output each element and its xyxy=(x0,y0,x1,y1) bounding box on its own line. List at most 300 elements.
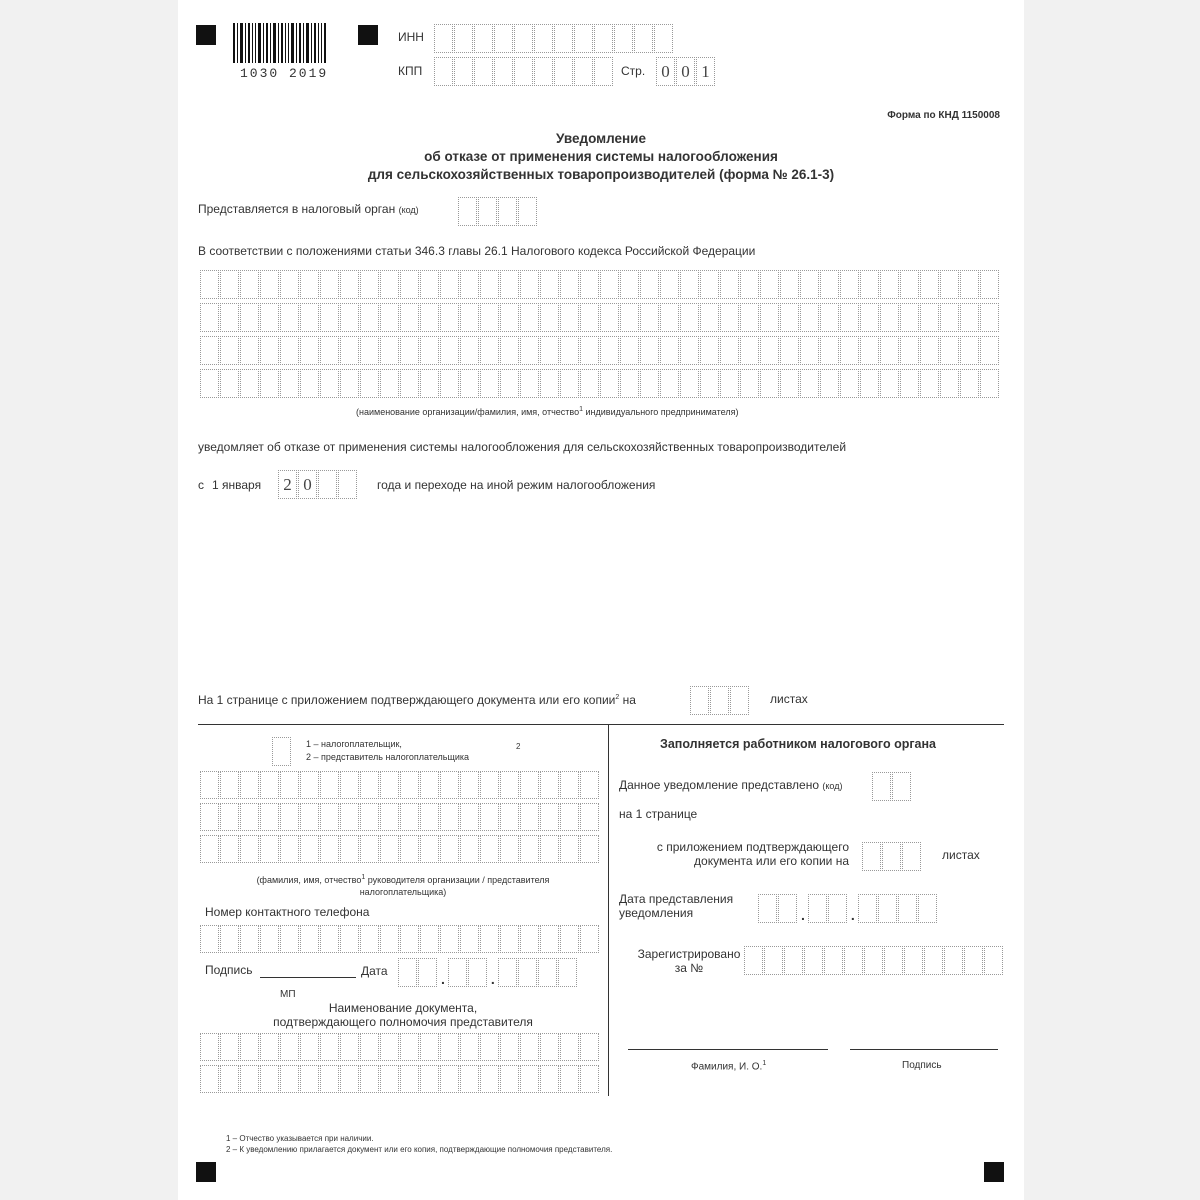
grid-cell[interactable] xyxy=(780,303,799,332)
grid-cell[interactable] xyxy=(880,336,899,365)
grid-cell[interactable] xyxy=(280,270,299,299)
grid-cell[interactable] xyxy=(840,303,859,332)
grid-cell[interactable] xyxy=(240,1033,259,1061)
grid-cell[interactable] xyxy=(460,925,479,953)
grid-cell[interactable] xyxy=(600,270,619,299)
grid-cell[interactable] xyxy=(460,1065,479,1093)
submission-date-cells[interactable]: . . xyxy=(758,894,938,923)
grid-cell[interactable] xyxy=(880,369,899,398)
grid-cell[interactable] xyxy=(980,336,999,365)
grid-cell[interactable] xyxy=(260,303,279,332)
grid-cell[interactable] xyxy=(620,369,639,398)
grid-cell[interactable] xyxy=(240,803,259,831)
grid-cell[interactable] xyxy=(300,925,319,953)
grid-cell[interactable] xyxy=(260,771,279,799)
grid-cell[interactable] xyxy=(360,1033,379,1061)
grid-cell[interactable] xyxy=(800,369,819,398)
grid-cell[interactable] xyxy=(400,369,419,398)
grid-cell[interactable] xyxy=(840,336,859,365)
grid-cell[interactable] xyxy=(240,336,259,365)
grid-cell[interactable] xyxy=(660,303,679,332)
grid-cell[interactable] xyxy=(520,803,539,831)
grid-cell[interactable] xyxy=(220,1065,239,1093)
grid-cell[interactable] xyxy=(360,771,379,799)
grid-cell[interactable] xyxy=(480,1033,499,1061)
grid-cell[interactable] xyxy=(960,336,979,365)
grid-cell[interactable] xyxy=(740,336,759,365)
grid-cell[interactable] xyxy=(600,303,619,332)
grid-cell[interactable] xyxy=(500,835,519,863)
grid-cell[interactable] xyxy=(400,303,419,332)
grid-cell[interactable] xyxy=(760,270,779,299)
grid-cell[interactable] xyxy=(760,336,779,365)
grid-cell[interactable] xyxy=(220,835,239,863)
grid-cell[interactable] xyxy=(700,369,719,398)
grid-cell[interactable] xyxy=(700,303,719,332)
grid-cell[interactable] xyxy=(460,835,479,863)
grid-cell[interactable] xyxy=(500,336,519,365)
grid-cell[interactable] xyxy=(340,803,359,831)
grid-cell[interactable] xyxy=(660,369,679,398)
grid-cell[interactable] xyxy=(300,1033,319,1061)
grid-cell[interactable] xyxy=(700,336,719,365)
grid-cell[interactable] xyxy=(500,270,519,299)
signature-date-cells[interactable]: . . xyxy=(398,958,578,987)
grid-cell[interactable] xyxy=(200,771,219,799)
grid-cell[interactable] xyxy=(300,835,319,863)
grid-cell[interactable] xyxy=(820,303,839,332)
grid-cell[interactable] xyxy=(320,803,339,831)
grid-cell[interactable] xyxy=(580,925,599,953)
grid-cell[interactable] xyxy=(580,1033,599,1061)
grid-cell[interactable] xyxy=(340,270,359,299)
grid-cell[interactable] xyxy=(480,835,499,863)
grid-cell[interactable] xyxy=(540,771,559,799)
staff-signature-line[interactable] xyxy=(850,1049,998,1050)
grid-cell[interactable] xyxy=(920,369,939,398)
grid-cell[interactable] xyxy=(260,835,279,863)
grid-cell[interactable] xyxy=(320,925,339,953)
grid-cell[interactable] xyxy=(500,303,519,332)
grid-cell[interactable] xyxy=(480,303,499,332)
grid-cell[interactable] xyxy=(480,369,499,398)
grid-cell[interactable] xyxy=(720,270,739,299)
grid-cell[interactable] xyxy=(540,270,559,299)
grid-cell[interactable] xyxy=(240,303,259,332)
sheets-count-cells[interactable] xyxy=(690,686,750,715)
grid-cell[interactable] xyxy=(500,1065,519,1093)
grid-cell[interactable] xyxy=(560,369,579,398)
grid-cell[interactable] xyxy=(980,369,999,398)
grid-cell[interactable] xyxy=(320,336,339,365)
grid-cell[interactable] xyxy=(420,369,439,398)
grid-cell[interactable] xyxy=(340,835,359,863)
grid-cell[interactable] xyxy=(640,303,659,332)
grid-cell[interactable] xyxy=(400,803,419,831)
grid-cell[interactable] xyxy=(300,336,319,365)
grid-cell[interactable] xyxy=(340,925,359,953)
grid-cell[interactable] xyxy=(580,803,599,831)
grid-cell[interactable] xyxy=(380,1065,399,1093)
grid-cell[interactable] xyxy=(380,803,399,831)
grid-cell[interactable] xyxy=(300,1065,319,1093)
grid-cell[interactable] xyxy=(620,336,639,365)
grid-cell[interactable] xyxy=(360,1065,379,1093)
grid-cell[interactable] xyxy=(440,803,459,831)
grid-cell[interactable] xyxy=(260,1065,279,1093)
grid-cell[interactable] xyxy=(200,369,219,398)
grid-cell[interactable] xyxy=(580,270,599,299)
grid-cell[interactable] xyxy=(280,1065,299,1093)
grid-cell[interactable] xyxy=(520,1065,539,1093)
authority-doc-grid[interactable] xyxy=(200,1033,600,1097)
grid-cell[interactable] xyxy=(300,803,319,831)
grid-cell[interactable] xyxy=(280,336,299,365)
grid-cell[interactable] xyxy=(460,270,479,299)
grid-cell[interactable] xyxy=(280,369,299,398)
grid-cell[interactable] xyxy=(500,1033,519,1061)
grid-cell[interactable] xyxy=(780,270,799,299)
grid-cell[interactable] xyxy=(240,1065,259,1093)
grid-cell[interactable] xyxy=(880,270,899,299)
grid-cell[interactable] xyxy=(920,303,939,332)
grid-cell[interactable] xyxy=(540,925,559,953)
grid-cell[interactable] xyxy=(780,336,799,365)
grid-cell[interactable] xyxy=(440,303,459,332)
grid-cell[interactable] xyxy=(580,1065,599,1093)
grid-cell[interactable] xyxy=(720,336,739,365)
grid-cell[interactable] xyxy=(380,303,399,332)
grid-cell[interactable] xyxy=(680,270,699,299)
grid-cell[interactable] xyxy=(420,925,439,953)
grid-cell[interactable] xyxy=(220,270,239,299)
grid-cell[interactable] xyxy=(360,336,379,365)
grid-cell[interactable] xyxy=(760,303,779,332)
grid-cell[interactable] xyxy=(320,1065,339,1093)
grid-cell[interactable] xyxy=(520,369,539,398)
grid-cell[interactable] xyxy=(660,336,679,365)
grid-cell[interactable] xyxy=(360,803,379,831)
grid-cell[interactable] xyxy=(340,771,359,799)
grid-cell[interactable] xyxy=(940,303,959,332)
grid-cell[interactable] xyxy=(520,303,539,332)
grid-cell[interactable] xyxy=(480,771,499,799)
grid-cell[interactable] xyxy=(520,1033,539,1061)
grid-cell[interactable] xyxy=(540,336,559,365)
signature-line[interactable] xyxy=(260,977,356,978)
grid-cell[interactable] xyxy=(220,803,239,831)
grid-cell[interactable] xyxy=(560,803,579,831)
grid-cell[interactable] xyxy=(520,270,539,299)
grid-cell[interactable] xyxy=(200,803,219,831)
grid-cell[interactable] xyxy=(860,336,879,365)
grid-cell[interactable] xyxy=(380,1033,399,1061)
organization-name-grid[interactable] xyxy=(200,270,1000,402)
grid-cell[interactable] xyxy=(840,369,859,398)
grid-cell[interactable] xyxy=(500,771,519,799)
grid-cell[interactable] xyxy=(260,270,279,299)
grid-cell[interactable] xyxy=(640,369,659,398)
grid-cell[interactable] xyxy=(900,369,919,398)
grid-cell[interactable] xyxy=(260,803,279,831)
grid-cell[interactable] xyxy=(520,835,539,863)
grid-cell[interactable] xyxy=(300,303,319,332)
grid-cell[interactable] xyxy=(780,369,799,398)
grid-cell[interactable] xyxy=(420,303,439,332)
grid-cell[interactable] xyxy=(400,835,419,863)
grid-cell[interactable] xyxy=(580,369,599,398)
grid-cell[interactable] xyxy=(280,803,299,831)
grid-cell[interactable] xyxy=(560,1065,579,1093)
grid-cell[interactable] xyxy=(880,303,899,332)
grid-cell[interactable] xyxy=(280,771,299,799)
grid-cell[interactable] xyxy=(380,336,399,365)
grid-cell[interactable] xyxy=(900,303,919,332)
grid-cell[interactable] xyxy=(340,1033,359,1061)
grid-cell[interactable] xyxy=(200,1065,219,1093)
grid-cell[interactable] xyxy=(560,925,579,953)
grid-cell[interactable] xyxy=(380,270,399,299)
attachment-sheets-cells[interactable] xyxy=(862,842,922,871)
grid-cell[interactable] xyxy=(300,270,319,299)
grid-cell[interactable] xyxy=(300,369,319,398)
year-cells[interactable] xyxy=(278,470,358,499)
grid-cell[interactable] xyxy=(800,270,819,299)
grid-cell[interactable] xyxy=(600,369,619,398)
grid-cell[interactable] xyxy=(280,925,299,953)
grid-cell[interactable] xyxy=(280,303,299,332)
grid-cell[interactable] xyxy=(420,1065,439,1093)
grid-cell[interactable] xyxy=(740,270,759,299)
tax-authority-code-cells[interactable] xyxy=(458,197,538,226)
grid-cell[interactable] xyxy=(360,835,379,863)
grid-cell[interactable] xyxy=(220,336,239,365)
grid-cell[interactable] xyxy=(460,771,479,799)
grid-cell[interactable] xyxy=(320,771,339,799)
grid-cell[interactable] xyxy=(360,303,379,332)
grid-cell[interactable] xyxy=(200,1033,219,1061)
grid-cell[interactable] xyxy=(440,1033,459,1061)
grid-cell[interactable] xyxy=(420,771,439,799)
grid-cell[interactable] xyxy=(720,369,739,398)
grid-cell[interactable] xyxy=(440,1065,459,1093)
grid-cell[interactable] xyxy=(300,771,319,799)
grid-cell[interactable] xyxy=(440,771,459,799)
grid-cell[interactable] xyxy=(360,270,379,299)
grid-cell[interactable] xyxy=(580,336,599,365)
grid-cell[interactable] xyxy=(320,835,339,863)
grid-cell[interactable] xyxy=(360,369,379,398)
grid-cell[interactable] xyxy=(920,336,939,365)
grid-cell[interactable] xyxy=(340,1065,359,1093)
grid-cell[interactable] xyxy=(240,925,259,953)
grid-cell[interactable] xyxy=(460,1033,479,1061)
grid-cell[interactable] xyxy=(320,369,339,398)
grid-cell[interactable] xyxy=(380,369,399,398)
grid-cell[interactable] xyxy=(820,270,839,299)
grid-cell[interactable] xyxy=(560,303,579,332)
grid-cell[interactable] xyxy=(600,336,619,365)
grid-cell[interactable] xyxy=(460,803,479,831)
grid-cell[interactable] xyxy=(460,303,479,332)
grid-cell[interactable] xyxy=(400,771,419,799)
grid-cell[interactable] xyxy=(960,303,979,332)
grid-cell[interactable] xyxy=(940,369,959,398)
grid-cell[interactable] xyxy=(520,336,539,365)
grid-cell[interactable] xyxy=(800,303,819,332)
grid-cell[interactable] xyxy=(680,369,699,398)
grid-cell[interactable] xyxy=(480,803,499,831)
grid-cell[interactable] xyxy=(240,270,259,299)
grid-cell[interactable] xyxy=(280,835,299,863)
grid-cell[interactable] xyxy=(420,803,439,831)
grid-cell[interactable] xyxy=(540,369,559,398)
grid-cell[interactable] xyxy=(320,1033,339,1061)
grid-cell[interactable] xyxy=(440,369,459,398)
grid-cell[interactable] xyxy=(700,270,719,299)
grid-cell[interactable] xyxy=(820,336,839,365)
grid-cell[interactable] xyxy=(740,303,759,332)
grid-cell[interactable] xyxy=(320,303,339,332)
grid-cell[interactable] xyxy=(240,771,259,799)
grid-cell[interactable] xyxy=(220,369,239,398)
grid-cell[interactable] xyxy=(500,925,519,953)
grid-cell[interactable] xyxy=(200,336,219,365)
grid-cell[interactable] xyxy=(400,1033,419,1061)
grid-cell[interactable] xyxy=(220,925,239,953)
submission-code-cells[interactable] xyxy=(872,772,912,801)
grid-cell[interactable] xyxy=(900,336,919,365)
grid-cell[interactable] xyxy=(620,270,639,299)
grid-cell[interactable] xyxy=(680,303,699,332)
grid-cell[interactable] xyxy=(500,803,519,831)
grid-cell[interactable] xyxy=(240,835,259,863)
grid-cell[interactable] xyxy=(440,270,459,299)
grid-cell[interactable] xyxy=(920,270,939,299)
grid-cell[interactable] xyxy=(200,270,219,299)
grid-cell[interactable] xyxy=(540,1033,559,1061)
grid-cell[interactable] xyxy=(260,925,279,953)
corner-marker-top-mid xyxy=(358,25,378,45)
grid-cell[interactable] xyxy=(660,270,679,299)
grid-cell[interactable] xyxy=(400,270,419,299)
grid-cell[interactable] xyxy=(840,270,859,299)
grid-cell[interactable] xyxy=(580,303,599,332)
grid-cell[interactable] xyxy=(900,270,919,299)
grid-cell[interactable] xyxy=(640,336,659,365)
grid-cell[interactable] xyxy=(540,803,559,831)
grid-cell[interactable] xyxy=(440,336,459,365)
grid-cell[interactable] xyxy=(500,369,519,398)
registration-number-cells[interactable] xyxy=(744,946,1004,975)
grid-cell[interactable] xyxy=(640,270,659,299)
grid-cell[interactable] xyxy=(260,1033,279,1061)
kpp-cells[interactable] xyxy=(434,57,614,86)
grid-cell[interactable] xyxy=(540,835,559,863)
grid-cell[interactable] xyxy=(380,771,399,799)
grid-cell[interactable] xyxy=(540,1065,559,1093)
grid-cell[interactable] xyxy=(520,771,539,799)
grid-cell[interactable] xyxy=(400,925,419,953)
grid-cell[interactable] xyxy=(960,270,979,299)
grid-cell[interactable] xyxy=(720,303,739,332)
grid-cell[interactable] xyxy=(200,835,219,863)
grid-cell[interactable] xyxy=(560,1033,579,1061)
grid-cell[interactable] xyxy=(560,336,579,365)
grid-cell[interactable] xyxy=(940,270,959,299)
grid-cell[interactable] xyxy=(400,1065,419,1093)
grid-cell[interactable] xyxy=(480,270,499,299)
grid-cell[interactable] xyxy=(460,336,479,365)
grid-cell[interactable] xyxy=(620,303,639,332)
grid-cell[interactable] xyxy=(240,369,259,398)
grid-cell[interactable] xyxy=(340,303,359,332)
grid-cell[interactable] xyxy=(560,835,579,863)
grid-cell[interactable] xyxy=(960,369,979,398)
grid-cell[interactable] xyxy=(800,336,819,365)
phone-grid[interactable] xyxy=(200,925,600,953)
grid-cell[interactable] xyxy=(520,925,539,953)
grid-cell[interactable] xyxy=(340,336,359,365)
grid-cell[interactable] xyxy=(440,835,459,863)
grid-cell[interactable] xyxy=(260,369,279,398)
grid-cell[interactable] xyxy=(860,270,879,299)
grid-cell[interactable] xyxy=(380,835,399,863)
grid-cell[interactable] xyxy=(340,369,359,398)
grid-cell[interactable] xyxy=(400,336,419,365)
signer-type-cell[interactable] xyxy=(272,737,292,766)
grid-cell[interactable] xyxy=(820,369,839,398)
signer-name-grid[interactable] xyxy=(200,771,600,867)
grid-cell[interactable] xyxy=(260,336,279,365)
grid-cell[interactable] xyxy=(420,270,439,299)
grid-cell[interactable] xyxy=(560,270,579,299)
grid-cell[interactable] xyxy=(220,1033,239,1061)
grid-cell[interactable] xyxy=(380,925,399,953)
grid-cell[interactable] xyxy=(560,771,579,799)
grid-cell[interactable] xyxy=(740,369,759,398)
grid-cell[interactable] xyxy=(440,925,459,953)
staff-fio-line[interactable] xyxy=(628,1049,828,1050)
grid-cell[interactable] xyxy=(220,771,239,799)
grid-cell[interactable] xyxy=(480,925,499,953)
grid-cell[interactable] xyxy=(680,336,699,365)
grid-cell[interactable] xyxy=(580,835,599,863)
grid-cell[interactable] xyxy=(480,336,499,365)
page-number-cells[interactable] xyxy=(656,57,716,86)
grid-cell[interactable] xyxy=(540,303,559,332)
grid-cell[interactable] xyxy=(320,270,339,299)
grid-cell[interactable] xyxy=(200,303,219,332)
grid-cell[interactable] xyxy=(860,303,879,332)
grid-cell[interactable] xyxy=(280,1033,299,1061)
grid-cell[interactable] xyxy=(940,336,959,365)
grid-cell[interactable] xyxy=(980,303,999,332)
grid-cell[interactable] xyxy=(420,1033,439,1061)
grid-cell[interactable] xyxy=(460,369,479,398)
grid-cell[interactable] xyxy=(980,270,999,299)
grid-cell[interactable] xyxy=(220,303,239,332)
grid-cell[interactable] xyxy=(480,1065,499,1093)
grid-cell[interactable] xyxy=(420,336,439,365)
grid-cell[interactable] xyxy=(580,771,599,799)
grid-cell[interactable] xyxy=(420,835,439,863)
inn-cells[interactable] xyxy=(434,24,674,53)
grid-cell[interactable] xyxy=(760,369,779,398)
grid-cell[interactable] xyxy=(860,369,879,398)
grid-cell[interactable] xyxy=(200,925,219,953)
grid-cell[interactable] xyxy=(360,925,379,953)
